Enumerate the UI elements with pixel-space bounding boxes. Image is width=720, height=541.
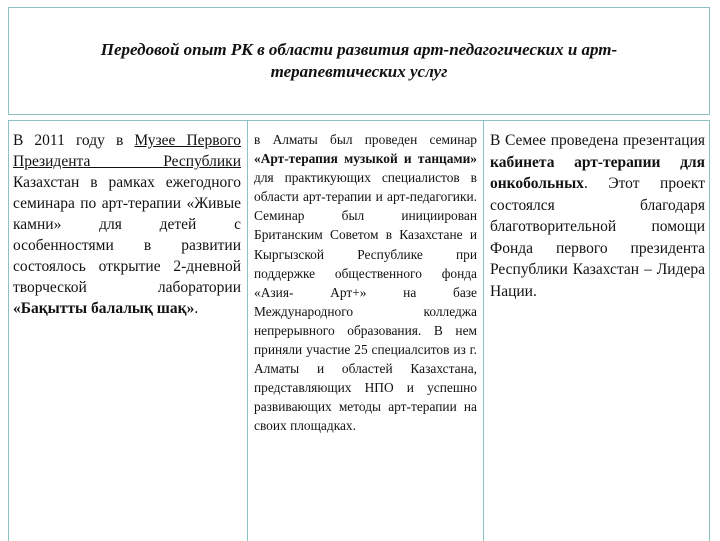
col1-text-1: В 2011 году в — [13, 132, 135, 149]
col2-text-2: для практикующих специалистов в области арт-терапии и арт-педагогики. Семинар был инициирован Британским Советом в Казахстане и Кыргызской Республике при поддержке общественного фонда «Азия- Арт+» на базе Международного колледжа непрерывного образования. В нем приняли участие 25 специалситов из г. Алматы и областей Казахстана, представляющих НПО и успешно развивающих методы арт-терапии на своих площадках. — [254, 170, 477, 434]
col1-text-2: Казахстан в рамках ежегодного семинара по арт-терапии «Живые камни» для детей с особенностями в развитии состоялось открытие 2-дневной творческой лаборатории — [13, 174, 241, 296]
col1-text-3: . — [194, 300, 199, 317]
col3-text-1: В Семее проведена презентация — [490, 132, 705, 149]
content-table — [8, 120, 710, 541]
title-box — [8, 7, 710, 115]
col2-text-1: в Алматы был проведен семинар — [254, 132, 477, 147]
col1-lab-name: «Бақытты балалық шақ» — [13, 300, 195, 317]
slide-title: Передовой опыт РК в области развития арт-педагогических и арт-терапевтических услуг — [100, 40, 618, 81]
col3-text-2: . Этот проект состоялся благодаря благотворительной помощи Фонда первого президента Республики Казахстан – Лидера Нации. — [490, 175, 705, 300]
col3-cabinet-name: кабинета арт-терапии для онкобольных — [490, 153, 705, 192]
column-semey-cabinet — [484, 121, 710, 541]
col2-seminar-name: «Арт-терапия музыкой и танцами» — [254, 151, 477, 167]
column-almaty-seminar — [248, 121, 484, 541]
col1-museum-link: Музее Первого Президента Республики — [13, 132, 241, 170]
column-museum-lab — [8, 121, 248, 541]
